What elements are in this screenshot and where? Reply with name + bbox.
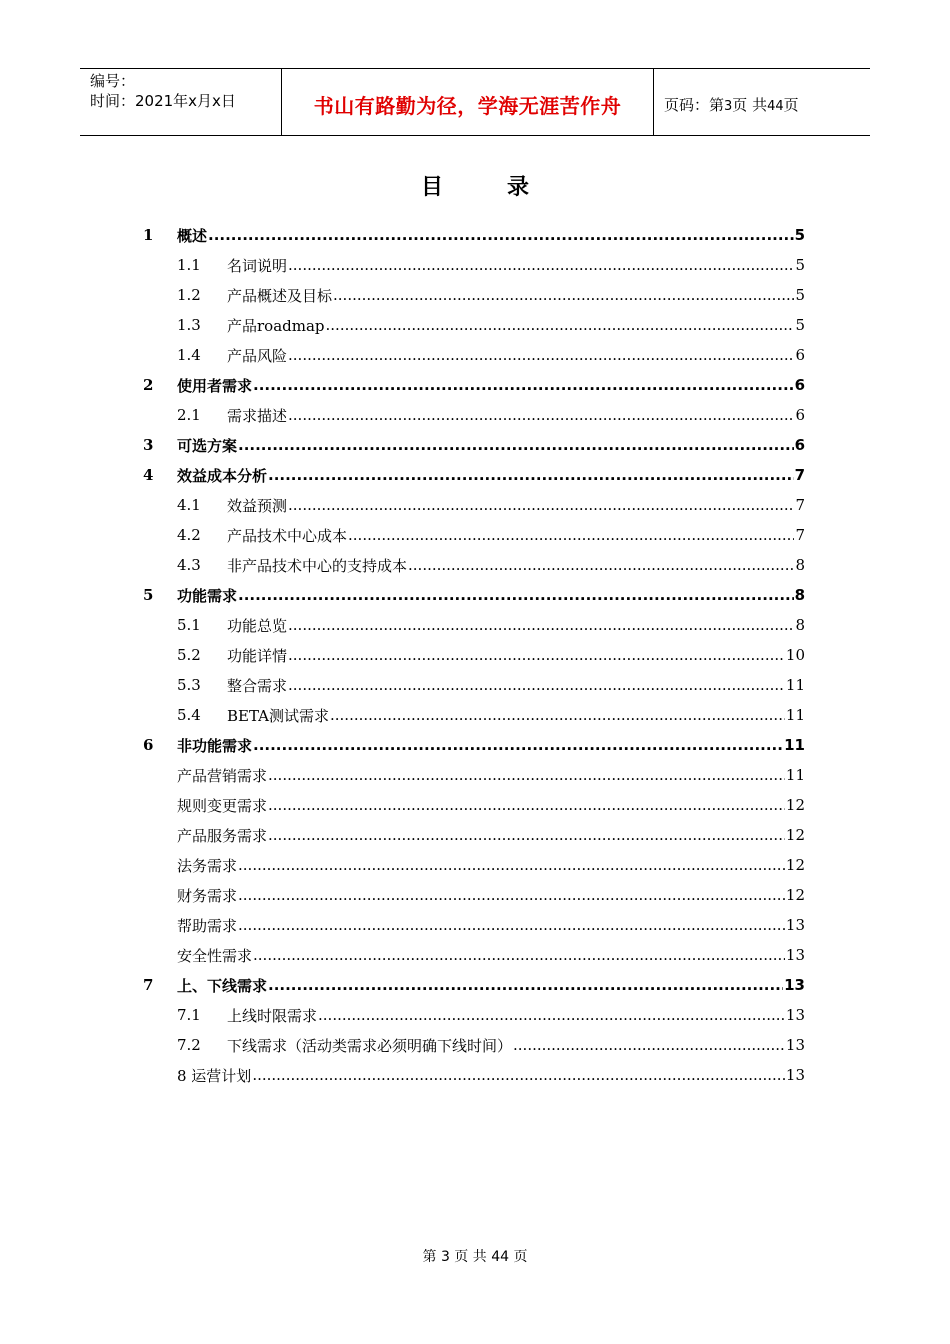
toc-leader-dots bbox=[238, 436, 794, 454]
toc-entry[interactable] bbox=[0, 730, 805, 760]
toc-entry-page: 6 bbox=[794, 436, 805, 454]
toc-leader-dots bbox=[288, 646, 785, 664]
toc-leader-dots bbox=[513, 1036, 785, 1054]
toc-entry-page: 12 bbox=[785, 826, 805, 844]
toc-entry[interactable] bbox=[0, 340, 805, 370]
toc-entry-page: 6 bbox=[795, 346, 805, 364]
toc-leader-dots bbox=[238, 886, 785, 904]
toc-entry-number: 4.1 bbox=[177, 496, 201, 514]
toc-leader-dots bbox=[208, 226, 794, 244]
toc-entry[interactable] bbox=[0, 430, 805, 460]
toc-leader-dots bbox=[288, 676, 785, 694]
toc-entry[interactable] bbox=[0, 970, 805, 1000]
toc-leader-dots bbox=[288, 256, 794, 274]
toc-entry-page: 11 bbox=[784, 736, 805, 754]
toc-entry-number: 5.3 bbox=[177, 676, 201, 694]
toc-title-part2: 录 bbox=[507, 175, 530, 200]
toc-entry-page: 13 bbox=[785, 1036, 805, 1054]
toc-entry-label: 可选方案 bbox=[177, 436, 238, 455]
toc-entry[interactable] bbox=[0, 250, 805, 280]
page-footer: 第 3 页 共 44 页 bbox=[422, 1249, 528, 1265]
toc-entry-number: 5 bbox=[143, 586, 154, 604]
toc-leader-dots bbox=[333, 286, 794, 304]
toc-entry-label: 产品概述及目标 bbox=[227, 286, 333, 305]
toc-entry-label: 财务需求 bbox=[177, 886, 238, 905]
toc-entry[interactable] bbox=[0, 490, 805, 520]
toc-entry-label: 规则变更需求 bbox=[177, 796, 268, 815]
toc-entry-label: 8 运营计划 bbox=[177, 1066, 252, 1085]
toc-entry-label: 使用者需求 bbox=[177, 376, 253, 395]
toc-leader-dots bbox=[318, 1006, 785, 1024]
toc-entry-page: 5 bbox=[795, 286, 805, 304]
toc-entry-page: 5 bbox=[795, 316, 805, 334]
page-total: 44 bbox=[767, 98, 784, 114]
page-current: 3 bbox=[724, 98, 733, 114]
toc-entry-label: 帮助需求 bbox=[177, 916, 238, 935]
toc-entry-number: 7.2 bbox=[177, 1036, 201, 1054]
toc-entry-number: 1.2 bbox=[177, 286, 201, 304]
toc-leader-dots bbox=[268, 826, 785, 844]
toc-leader-dots bbox=[238, 586, 794, 604]
toc-entry-label: 功能总览 bbox=[227, 616, 288, 635]
toc-entry-page: 12 bbox=[785, 796, 805, 814]
toc-entry-page: 8 bbox=[795, 616, 805, 634]
toc-entry-number: 2.1 bbox=[177, 406, 201, 424]
toc-entry-number: 4.2 bbox=[177, 526, 201, 544]
toc-entry[interactable] bbox=[0, 280, 805, 310]
toc-entry[interactable] bbox=[0, 700, 805, 730]
toc-entry-label: 产品技术中心成本 bbox=[227, 526, 348, 545]
toc-entry-page: 5 bbox=[794, 226, 805, 244]
toc-entry[interactable] bbox=[0, 820, 805, 850]
toc-entry-label: 非产品技术中心的支持成本 bbox=[227, 556, 408, 575]
document-header bbox=[80, 68, 870, 136]
toc-entry[interactable] bbox=[0, 760, 805, 790]
toc-entry-number: 7.1 bbox=[177, 1006, 201, 1024]
header-info bbox=[80, 69, 281, 135]
toc-leader-dots bbox=[253, 376, 794, 394]
toc-leader-dots bbox=[326, 316, 795, 334]
toc-entry-label: 功能需求 bbox=[177, 586, 238, 605]
toc-entry-page: 10 bbox=[785, 646, 805, 664]
toc-entry-label: 非功能需求 bbox=[177, 736, 253, 755]
toc-entry[interactable] bbox=[0, 670, 805, 700]
toc-entry[interactable] bbox=[0, 400, 805, 430]
toc-entry-page: 11 bbox=[785, 706, 805, 724]
toc-leader-dots bbox=[408, 556, 794, 574]
toc-entry[interactable] bbox=[0, 790, 805, 820]
code-label: 编号： bbox=[90, 72, 136, 90]
toc-entry[interactable] bbox=[0, 1000, 805, 1030]
toc-entry-label: 效益预测 bbox=[227, 496, 288, 515]
toc-entry[interactable] bbox=[0, 550, 805, 580]
toc-entry-number: 5.2 bbox=[177, 646, 201, 664]
toc-leader-dots bbox=[348, 526, 794, 544]
toc-entry-label: 下线需求（活动类需求必须明确下线时间） bbox=[227, 1036, 513, 1055]
toc-entry-page: 7 bbox=[795, 496, 805, 514]
toc-entry-number: 4.3 bbox=[177, 556, 201, 574]
toc-entry-label: 产品服务需求 bbox=[177, 826, 268, 845]
toc-entry-number: 2 bbox=[143, 376, 154, 394]
toc-entry-page: 13 bbox=[785, 1066, 805, 1084]
toc-entry-label: 产品营销需求 bbox=[177, 766, 268, 785]
toc-entry-page: 6 bbox=[795, 406, 805, 424]
toc-entry-page: 13 bbox=[784, 976, 805, 994]
toc-entry-number: 1.1 bbox=[177, 256, 201, 274]
toc-leader-dots bbox=[288, 346, 794, 364]
toc-entry[interactable] bbox=[0, 640, 805, 670]
toc-entry[interactable] bbox=[0, 580, 805, 610]
header-page-line bbox=[664, 94, 870, 115]
toc-entry-label: 上线时限需求 bbox=[227, 1006, 318, 1025]
toc-entry-page: 7 bbox=[794, 466, 805, 484]
toc-entry-label: 产品roadmap bbox=[227, 316, 325, 335]
toc-entry[interactable] bbox=[0, 220, 805, 250]
toc-entry-number: 5.4 bbox=[177, 706, 201, 724]
toc-leader-dots bbox=[268, 766, 785, 784]
page-label-prefix: 页码：第 bbox=[664, 95, 725, 114]
toc-title-part1: 目 bbox=[420, 175, 443, 200]
toc-entry-number: 1 bbox=[143, 226, 154, 244]
toc-entry-number: 5.1 bbox=[177, 616, 201, 634]
toc-entry-label: 需求描述 bbox=[227, 406, 288, 425]
toc-entry-number: 6 bbox=[143, 736, 154, 754]
toc-title bbox=[0, 170, 950, 201]
toc-leader-dots bbox=[238, 856, 785, 874]
toc-entry-number: 4 bbox=[143, 466, 154, 484]
toc-entry[interactable] bbox=[0, 910, 805, 940]
toc-entry-page: 13 bbox=[785, 1006, 805, 1024]
toc-entry[interactable] bbox=[0, 940, 805, 970]
toc-leader-dots bbox=[288, 496, 794, 514]
toc-entry[interactable] bbox=[0, 850, 805, 880]
page-suffix: 页 bbox=[783, 95, 799, 114]
toc-entry-label: 概述 bbox=[177, 226, 208, 245]
time-label: 时间：2021年x月x日 bbox=[90, 92, 236, 110]
toc-leader-dots bbox=[268, 796, 785, 814]
toc-entry-page: 13 bbox=[785, 916, 805, 934]
toc-entry[interactable] bbox=[0, 1060, 805, 1090]
toc-entry-page: 5 bbox=[795, 256, 805, 274]
toc-entry-page: 12 bbox=[785, 886, 805, 904]
header-motto: 书山有路勤为径，学海无涯苦作舟 bbox=[313, 93, 622, 118]
toc-entry-number: 3 bbox=[143, 436, 154, 454]
toc-entry-label: 产品风险 bbox=[227, 346, 288, 365]
toc-entry-label: 上、下线需求 bbox=[177, 976, 268, 995]
toc-leader-dots bbox=[253, 736, 783, 754]
toc-leader-dots bbox=[268, 466, 794, 484]
toc-entry-page: 8 bbox=[794, 586, 805, 604]
toc-entry-label: 法务需求 bbox=[177, 856, 238, 875]
toc-entry[interactable] bbox=[0, 520, 805, 550]
toc-leader-dots bbox=[288, 616, 794, 634]
toc-entry-label: 整合需求 bbox=[227, 676, 288, 695]
toc-leader-dots bbox=[253, 946, 785, 964]
toc-entry-label: 效益成本分析 bbox=[177, 466, 268, 485]
toc-entry-page: 12 bbox=[785, 856, 805, 874]
toc-entry[interactable] bbox=[0, 310, 805, 340]
toc-entry-label: 安全性需求 bbox=[177, 946, 253, 965]
toc-leader-dots bbox=[252, 1066, 785, 1084]
toc-entry-number: 1.4 bbox=[177, 346, 201, 364]
toc-leader-dots bbox=[268, 976, 783, 994]
toc-entry-page: 11 bbox=[785, 766, 805, 784]
toc-leader-dots bbox=[330, 706, 785, 724]
toc-entry[interactable] bbox=[0, 460, 805, 490]
toc-entry-number: 7 bbox=[143, 976, 154, 994]
toc-entry-label: 名词说明 bbox=[227, 256, 288, 275]
toc-entry-label: BETA测试需求 bbox=[227, 706, 329, 725]
toc-entry[interactable] bbox=[0, 1030, 805, 1060]
page-mid: 页 共 bbox=[732, 95, 768, 114]
toc-leader-dots bbox=[288, 406, 794, 424]
toc-entry[interactable] bbox=[0, 610, 805, 640]
toc-leader-dots bbox=[238, 916, 785, 934]
toc-entry-label: 功能详情 bbox=[227, 646, 288, 665]
toc-entry-page: 11 bbox=[785, 676, 805, 694]
toc-entry-page: 8 bbox=[795, 556, 805, 574]
header-motto-cell bbox=[281, 69, 654, 135]
toc-entry[interactable] bbox=[0, 370, 805, 400]
header-page-info bbox=[654, 69, 870, 135]
toc-entry-page: 6 bbox=[794, 376, 805, 394]
toc-entry-page: 7 bbox=[795, 526, 805, 544]
toc-entry-number: 1.3 bbox=[177, 316, 201, 334]
toc-entry[interactable] bbox=[0, 880, 805, 910]
toc-entry-page: 13 bbox=[785, 946, 805, 964]
